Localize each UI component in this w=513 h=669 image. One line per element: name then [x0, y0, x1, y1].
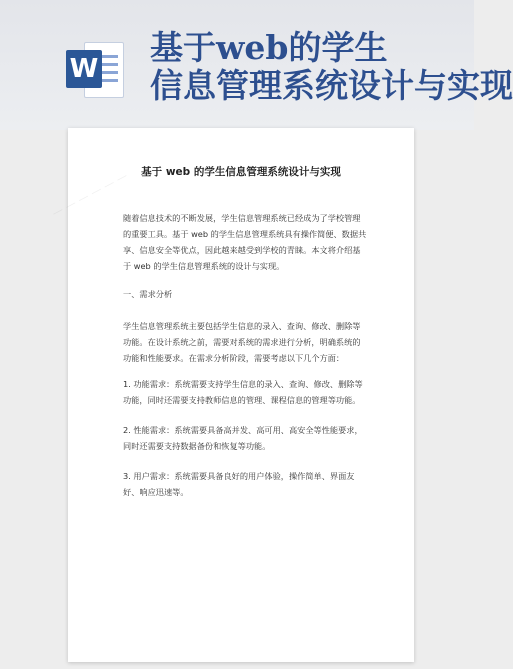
section-heading: 一、需求分析: [123, 289, 173, 299]
watermark: — — — — — —: [49, 169, 130, 220]
performance-requirement: 2. 性能需求：系统需要具备高并发、高可用、高安全等性能要求，同时还需要支持数据备份和恢复等功能。: [123, 425, 363, 451]
word-logo-tile: W: [66, 50, 102, 88]
intro-paragraph: 随着信息技术的不断发展，学生信息管理系统已经成为了学校管理的重要工具。基于 web 的学生信息管理系统具有操作简便、数据共享、信息安全等优点，因此越来越受到学校的青睐。本文将介绍基于 web 的学生信息管理系统的设计与实现。: [123, 213, 367, 271]
document-page: [49, 128, 414, 662]
requirements-paragraph: 学生信息管理系统主要包括学生信息的录入、查询、修改、删除等功能。在设计系统之前，需要对系统的需求进行分析，明确系统的功能和性能要求。在需求分析阶段，需要考虑以下几个方面：: [123, 321, 361, 363]
user-requirement: 3. 用户需求：系统需要具备良好的用户体验，操作简单、界面友好、响应迅速等。: [123, 471, 355, 497]
banner: [0, 0, 513, 130]
functional-requirement: 1. 功能需求：系统需要支持学生信息的录入、查询、修改、删除等功能，同时还需要支持教师信息的管理、课程信息的管理等功能。: [123, 379, 363, 405]
document-title: 基于 web 的学生信息管理系统设计与实现: [141, 166, 341, 178]
banner-title-line1: 基于web的学生: [150, 28, 388, 67]
banner-title-line2: 信息管理系统设计与实现: [150, 66, 513, 105]
word-document-icon: [66, 40, 122, 98]
